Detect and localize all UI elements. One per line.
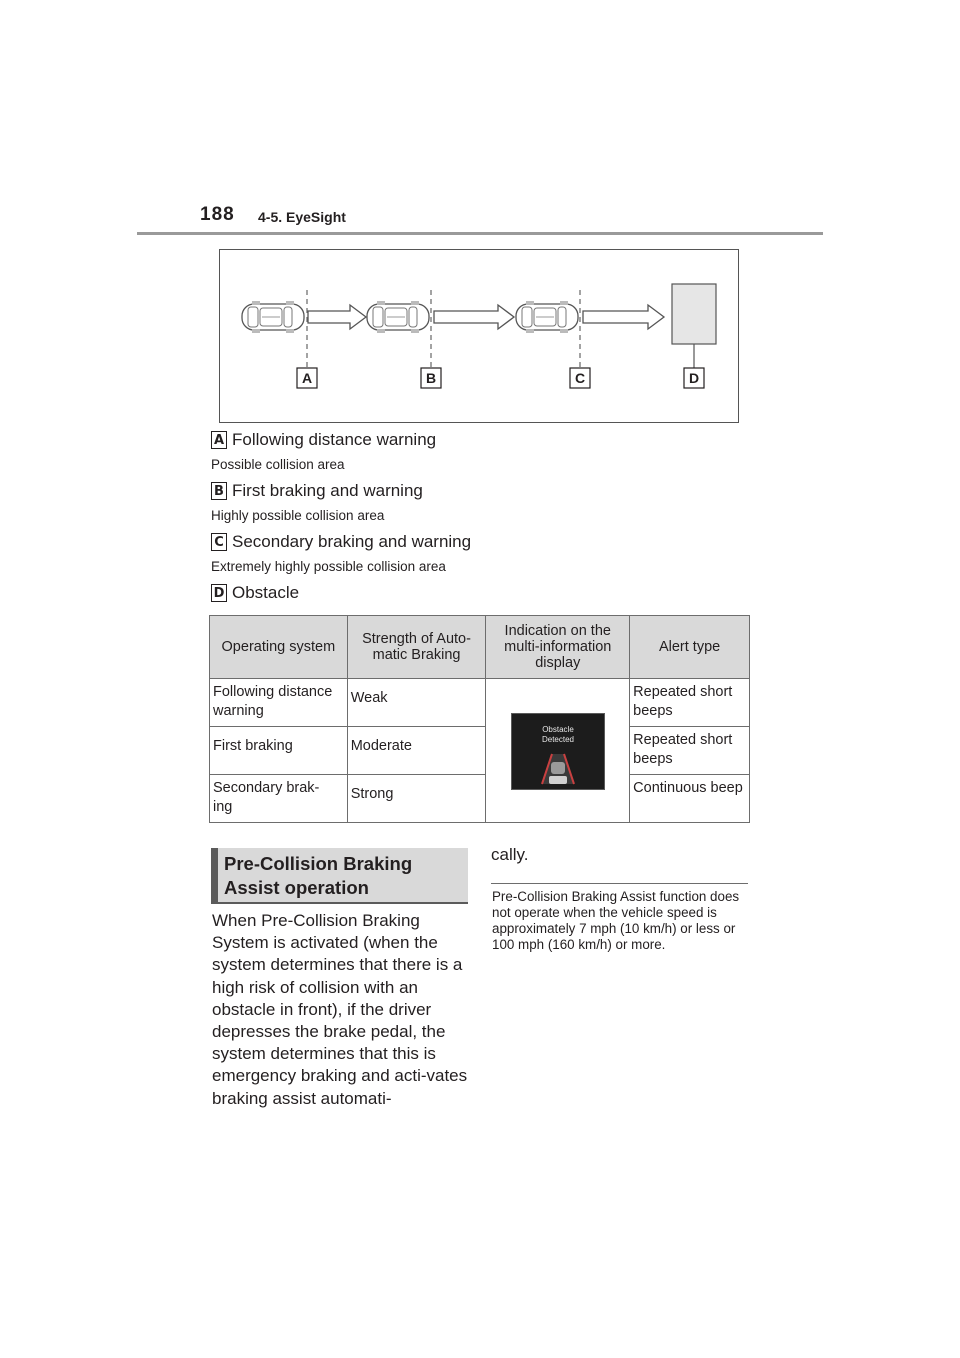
marker-d-label: D xyxy=(688,370,700,386)
marker-b xyxy=(421,368,441,388)
legend-key-b: B xyxy=(211,482,227,500)
legend-key-c: C xyxy=(211,533,227,551)
table-row xyxy=(210,679,750,727)
legend-title-b: First braking and warning xyxy=(232,481,423,500)
arrow-b xyxy=(434,305,514,329)
table-row xyxy=(210,775,750,823)
legend-item-d xyxy=(211,583,299,603)
header-rule xyxy=(137,232,823,235)
collision-zone-diagram xyxy=(220,250,738,422)
cell-system: Following distance warning xyxy=(210,679,348,727)
legend-title-c: Secondary braking and warning xyxy=(232,532,472,551)
header-alert-type: Alert type xyxy=(630,616,750,679)
legend-title-a: Following distance warning xyxy=(232,430,437,449)
section-title: 4-5. EyeSight xyxy=(258,209,346,225)
legend-sub-a: Possible collision area xyxy=(211,457,345,472)
page-number: 188 xyxy=(200,204,235,225)
table-row xyxy=(210,727,750,775)
collision-zone-figure xyxy=(219,249,739,423)
cell-strength: Moderate xyxy=(347,727,486,775)
obstacle-block xyxy=(672,284,716,344)
marker-c-label: C xyxy=(574,370,586,386)
legend-sub-b: Highly possible collision area xyxy=(211,508,385,523)
car-a xyxy=(242,301,304,333)
car-c xyxy=(516,301,578,333)
note-rule xyxy=(491,883,748,884)
car-b xyxy=(367,301,429,333)
pcba-continuation: cally. xyxy=(491,845,529,864)
legend-key-a: A xyxy=(211,431,227,449)
marker-a-label: A xyxy=(301,370,313,386)
operation-table xyxy=(209,615,750,823)
cell-strength: Weak xyxy=(347,679,486,727)
header-operating-system: Operating system xyxy=(210,616,348,679)
cell-alert: Repeated short beeps xyxy=(630,679,750,727)
display-text-line2: Detected xyxy=(541,734,574,744)
obstacle-detected-display xyxy=(511,713,605,790)
legend-title-d: Obstacle xyxy=(232,583,300,602)
cell-indication xyxy=(486,679,630,823)
legend-item-a xyxy=(211,430,436,450)
marker-a xyxy=(297,368,317,388)
header-indication: Indication on the multi-information display xyxy=(486,616,630,679)
legend-item-c xyxy=(211,532,471,552)
arrow-c xyxy=(583,305,664,329)
cell-alert: Repeated short beeps xyxy=(630,727,750,775)
display-text-line1: Obstacle xyxy=(541,724,574,734)
marker-d xyxy=(684,368,704,388)
pcba-body: When Pre-Collision Braking System is activated (when the system determines that there is a high risk of collision with an obstacle in front), if the driver depresses the brake pedal, the system determines that this is emergency braking and acti-vates braking assist automati- xyxy=(212,911,468,1108)
marker-c xyxy=(570,368,590,388)
legend-item-b xyxy=(211,481,423,501)
marker-b-label: B xyxy=(425,370,437,386)
legend-key-d: D xyxy=(211,584,227,602)
display-graphic xyxy=(512,714,604,789)
table-header-row xyxy=(210,616,750,679)
arrow-a xyxy=(308,305,366,329)
legend-sub-c: Extremely highly possible collision area xyxy=(211,559,446,574)
cell-system: Secondary brak- ing xyxy=(210,775,348,823)
cell-strength: Strong xyxy=(347,775,486,823)
pcba-note: Pre-Collision Braking Assist function does not operate when the vehicle speed is approximately 7 mph (10 km/h) or less or 100 mph (160 km/h) or more. xyxy=(492,889,740,952)
header-strength: Strength of Auto- matic Braking xyxy=(347,616,486,679)
cell-system: First braking xyxy=(210,727,348,775)
cell-alert: Continuous beep xyxy=(630,775,750,823)
pcba-heading: Pre-Collision Braking Assist operation xyxy=(211,848,468,904)
